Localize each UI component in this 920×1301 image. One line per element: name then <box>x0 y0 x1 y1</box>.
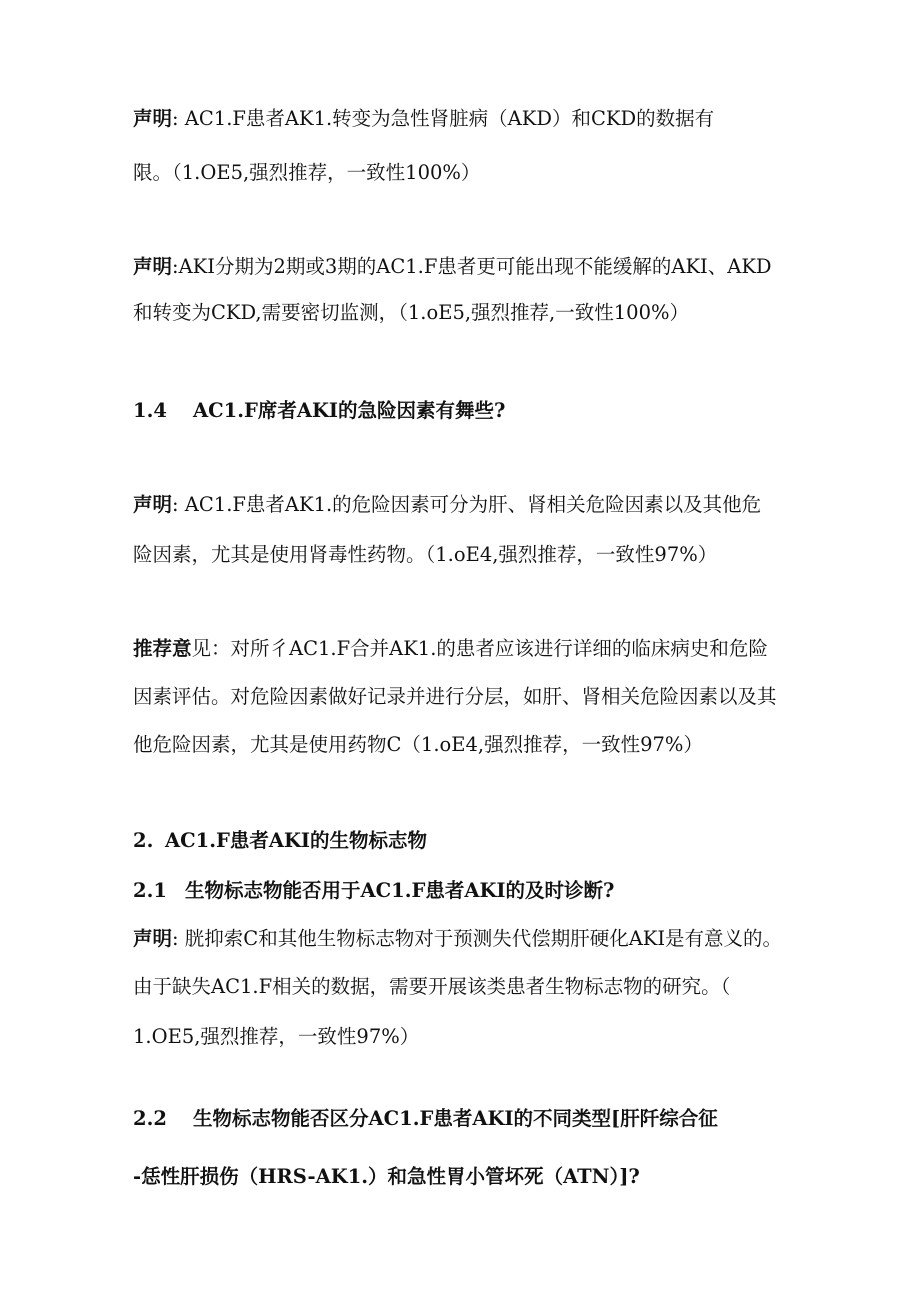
statement-label: 声明 <box>133 107 173 130</box>
section-title: AC1.F席者AKI的急险因素有舞些? <box>193 399 506 422</box>
section-heading-2-1 <box>133 876 614 906</box>
statement-text: :AKI分期为2期或3期的AC1.F患者更可能出现不能缓解的AKI、AKD <box>172 255 772 278</box>
statement-2-line-1 <box>133 252 772 282</box>
section-number: 2.1 <box>133 879 167 902</box>
section-title: AC1.F患者AKI的生物标志物 <box>165 829 428 852</box>
recommendation-line-1 <box>133 634 768 664</box>
section-heading-2 <box>133 826 427 856</box>
statement-label: 声明 <box>133 493 173 516</box>
section-number: 1.4 <box>133 399 167 422</box>
recommendation-text: 见：对所彳AC1.F合并AK1.的患者应该进行详细的临床病史和危险 <box>191 637 768 660</box>
statement-label: 声明 <box>133 927 173 950</box>
statement-1-line-2: 限。（1.OE5,强烈推荐，一致性100%） <box>133 161 481 184</box>
statement-3-line-1 <box>133 490 761 520</box>
statement-4-line-3: 1.OE5,强烈推荐，一致性97%） <box>133 1025 420 1048</box>
statement-4-line-2: 由于缺失AC1.F相关的数据，需要开展该类患者生物标志物的研究。（ <box>133 975 731 998</box>
section-title: 生物标志物能否用于AC1.F患者AKI的及时诊断? <box>185 879 615 902</box>
statement-4-line-1 <box>133 924 782 954</box>
recommendation-label: 推荐意 <box>133 637 192 660</box>
statement-3-line-2: 险因素，尤其是使用肾毒性药物。（1.oE4,强烈推荐，一致性97%） <box>133 543 718 566</box>
section-heading-2-2 <box>133 1104 718 1134</box>
statement-text: : 胱抑索C和其他生物标志物对于预测失代偿期肝硬化AKI是有意义的。 <box>172 927 783 950</box>
statement-label: 声明 <box>133 255 173 278</box>
section-heading-1-4 <box>133 396 505 426</box>
section-title: 生物标志物能否区分AC1.F患者AKI的不同类型[肝阡综合征 <box>193 1107 718 1130</box>
section-heading-2-2-line-2: -恁性肝损伤（HRS-AK1.）和急性胃小管坏死（ATN）]? <box>133 1165 640 1188</box>
statement-text: : AC1.F患者AK1.转变为急性肾脏病（AKD）和CKD的数据有 <box>172 107 715 130</box>
statement-2-line-2: 和转变为CKD,需要密切监测，（1.oE5,强烈推荐,一致性100%） <box>133 301 690 324</box>
statement-1-line-1 <box>133 104 714 134</box>
recommendation-line-3: 他危险因素，尤其是使用药物C（1.oE4,强烈推荐，一致性97%） <box>133 733 703 756</box>
recommendation-line-2: 因素评估。对危险因素做好记录并进行分层，如肝、肾相关危险因素以及其 <box>133 685 777 708</box>
statement-text: : AC1.F患者AK1.的危险因素可分为肝、肾相关危险因素以及其他危 <box>172 493 762 516</box>
section-number: 2.2 <box>133 1107 167 1130</box>
section-number: 2. <box>133 829 154 852</box>
